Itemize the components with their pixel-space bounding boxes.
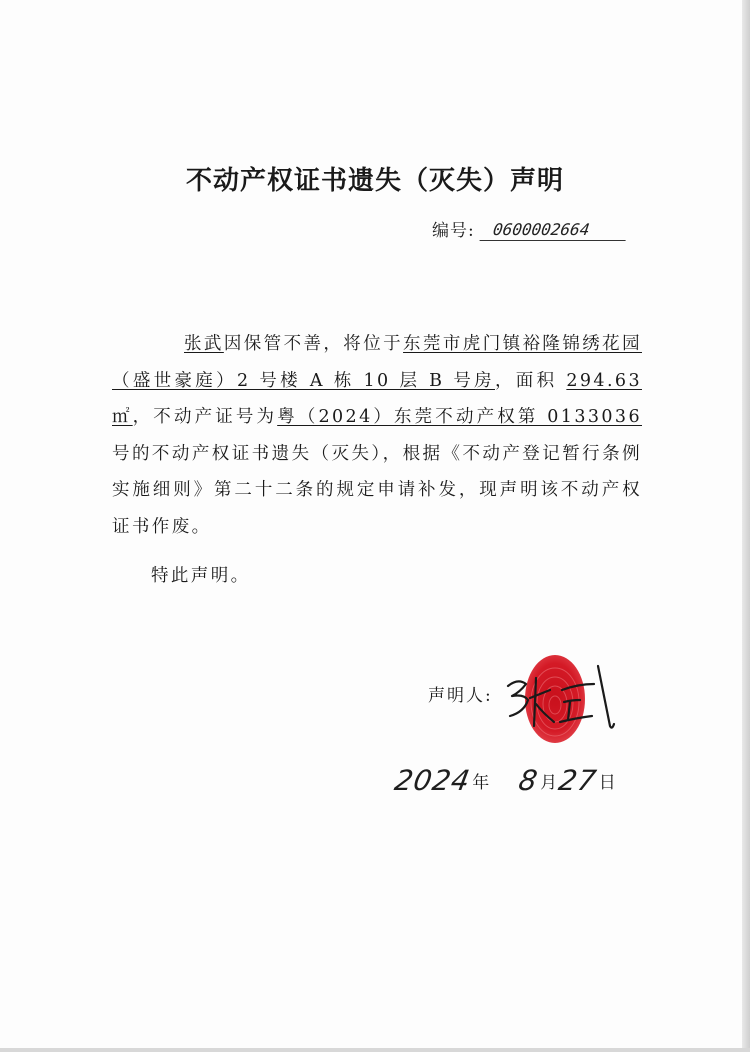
closing-statement: 特此声明。 [151, 566, 251, 586]
page-edge-bottom [0, 1048, 750, 1052]
day-unit: 日 [598, 772, 616, 793]
year-unit: 年 [472, 772, 490, 793]
property-area: 294.63 ㎡ [112, 370, 642, 427]
date-year: 2024 [392, 763, 474, 797]
property-address: 东莞市虎门镇裕隆锦绣花园（盛世豪庭）2 号楼 A 栋 10 层 B 号房 [112, 334, 642, 391]
date-day: 27 [556, 763, 600, 797]
certificate-number: 粤（2024）东莞不动产权第 0133036 [277, 407, 642, 427]
signing-date [392, 752, 618, 808]
serial-value: 0600002664 [479, 220, 628, 241]
declarant-label: 声明人: [428, 686, 493, 706]
date-month: 8 [516, 763, 542, 797]
body-text-2: ，面积 [494, 370, 567, 391]
declaration-body [112, 326, 642, 545]
body-text-4: 号的不动产权证书遗失（灭失），根据《不动产登记暂行条例实施细则》第二十二条的规定申请补发，现声明该不动产权证书作废。 [112, 443, 642, 537]
handwritten-signature [500, 656, 620, 736]
page-edge-right [742, 0, 750, 1052]
serial-label: 编号: [432, 221, 475, 241]
body-text-3: ，不动产证号为 [132, 407, 278, 427]
owner-name: 张武 [184, 334, 224, 354]
document-title: 不动产权证书遗失（灭失）声明 [185, 166, 564, 196]
serial-number-row [432, 216, 627, 241]
body-text-1: 因保管不善，将位于 [223, 334, 404, 354]
month-unit: 月 [540, 772, 558, 793]
